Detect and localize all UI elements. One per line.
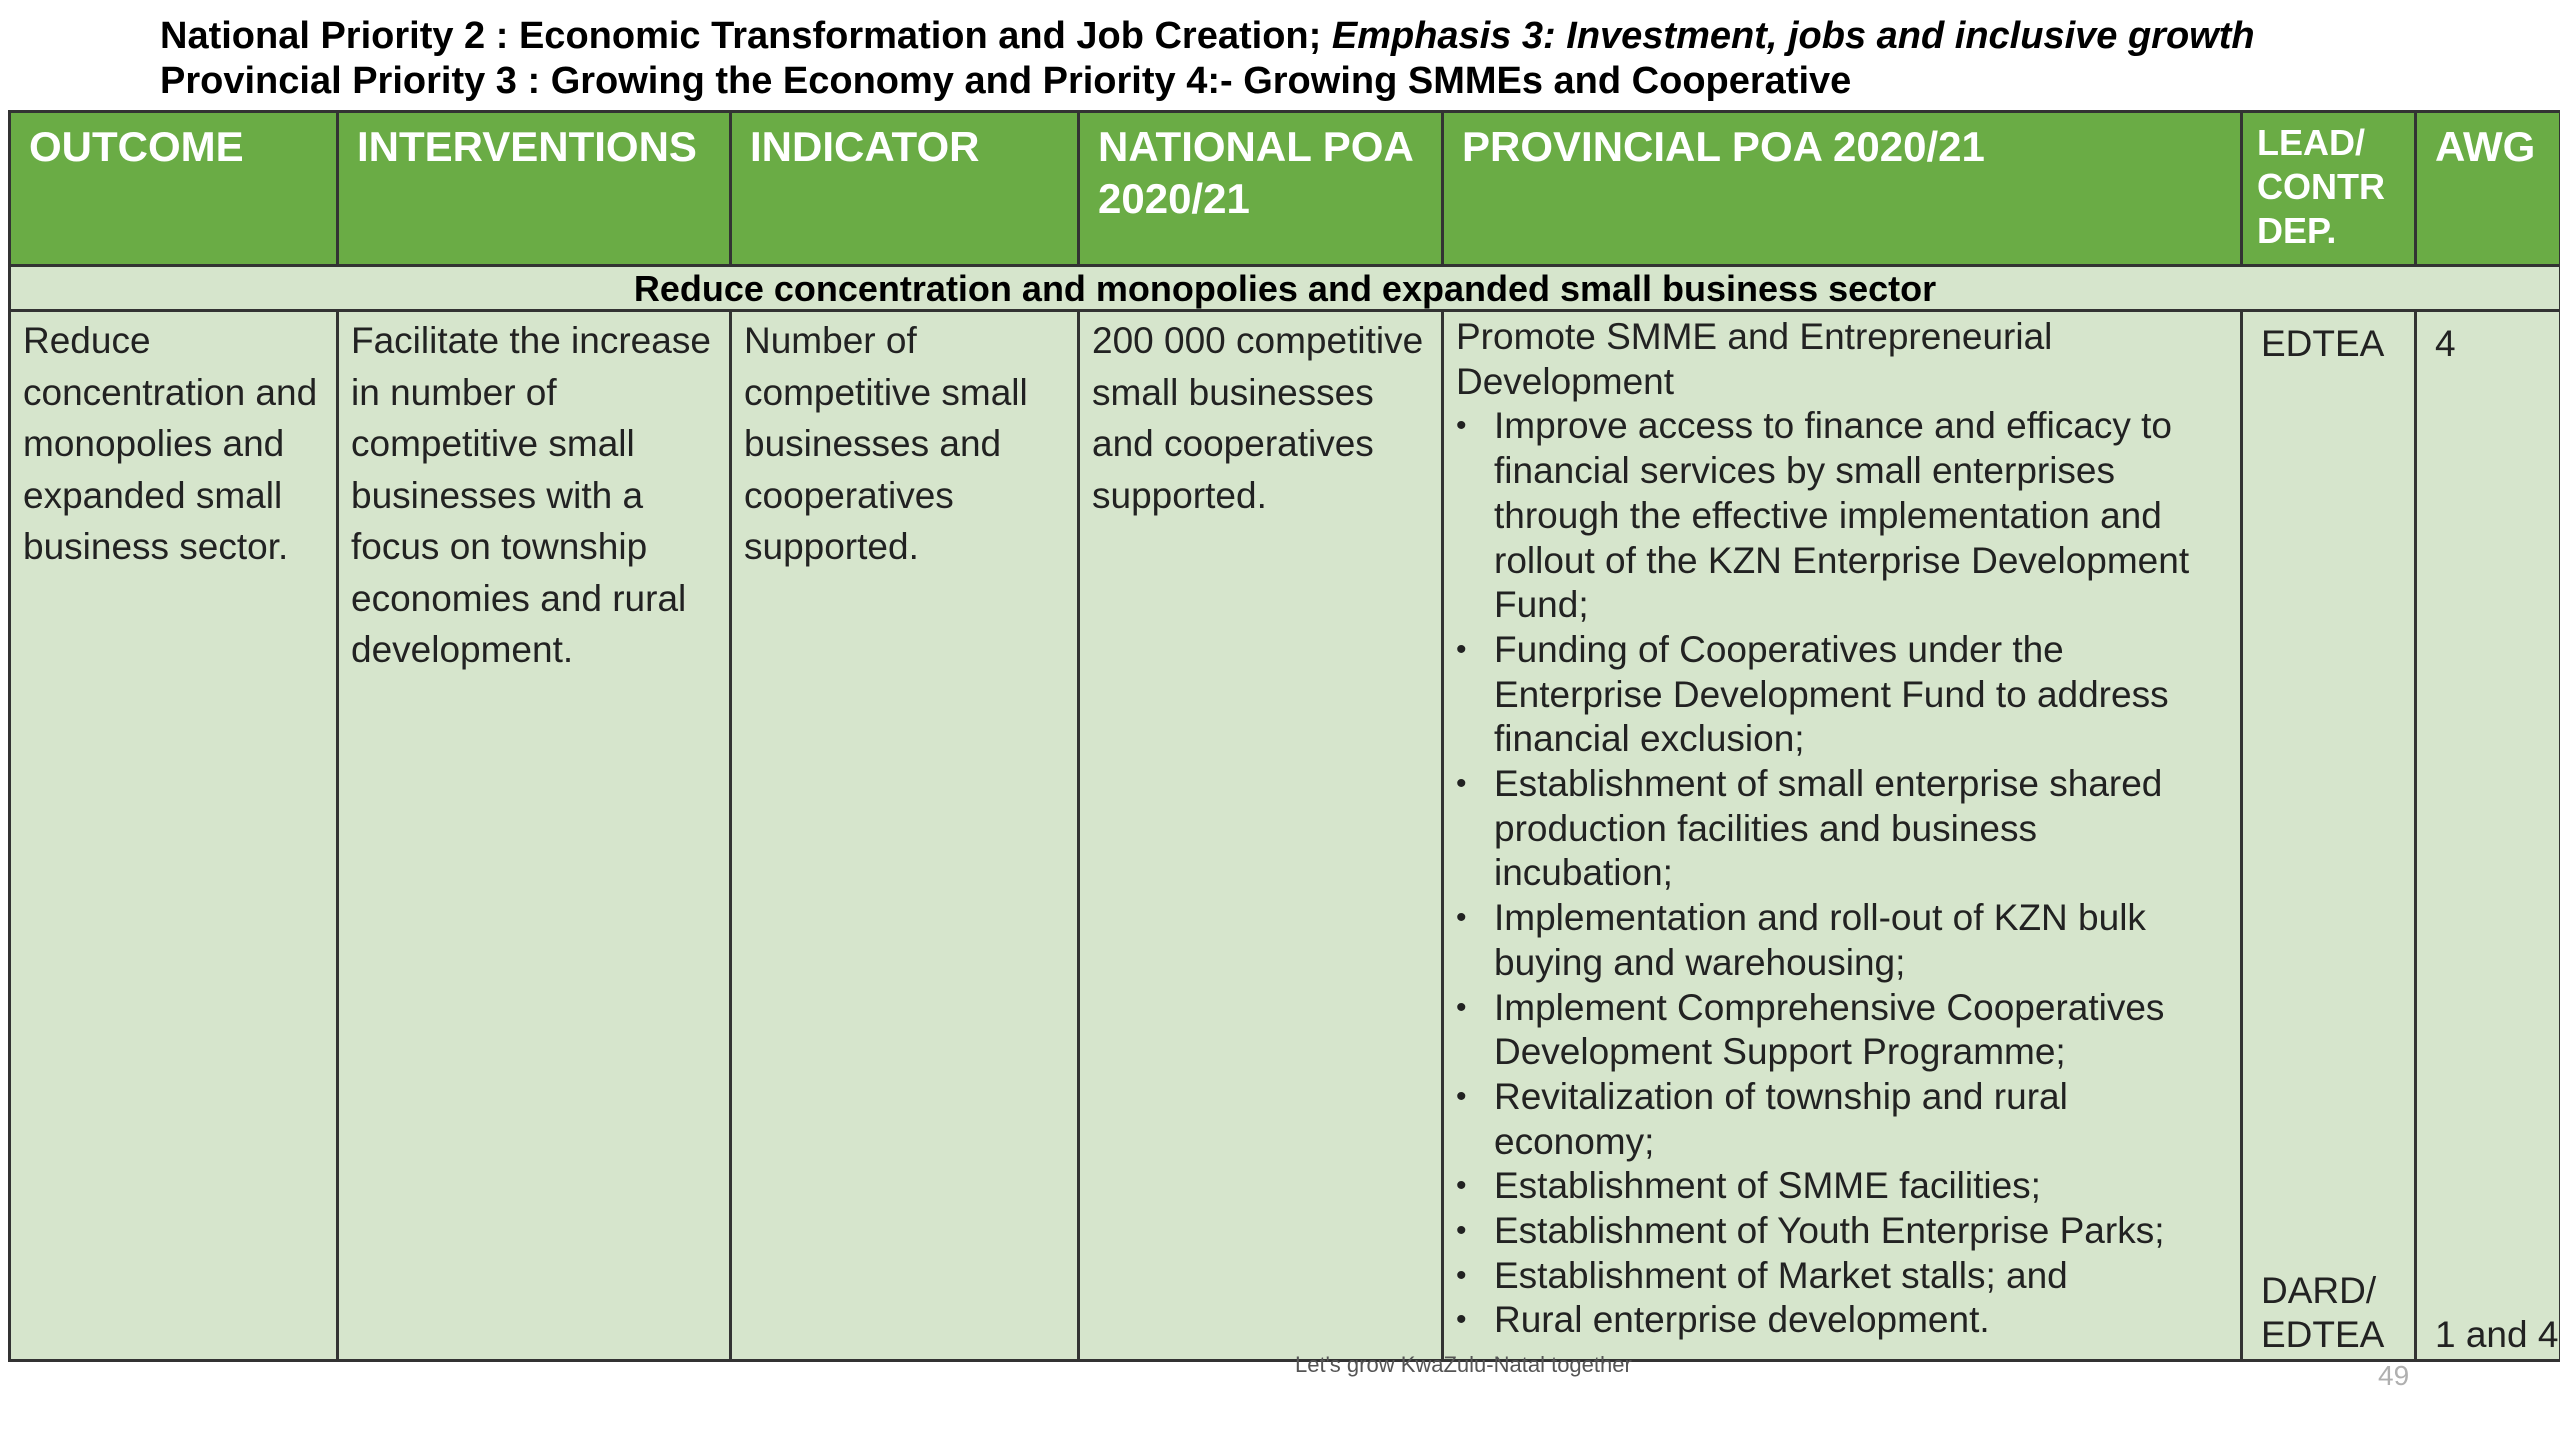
heading-line-1-emphasis: Emphasis 3: Investment, jobs and inclusive growth bbox=[1331, 15, 2255, 57]
list-item: • Establishment of small enterprise shared production facilities and business incubation; bbox=[1494, 762, 2220, 896]
cell-provincial-poa bbox=[1443, 311, 2242, 1361]
header-awg: AWG bbox=[2416, 112, 2560, 266]
cell-national-poa: 200 000 competitive small businesses and cooperatives supported. bbox=[1079, 311, 1443, 1361]
list-item: • Establishment of Market stalls; and bbox=[1494, 1254, 2220, 1299]
awg-bottom: 1 and 4 bbox=[2435, 1314, 2559, 1355]
header-outcome: OUTCOME bbox=[10, 112, 338, 266]
section-title: Reduce concentration and monopolies and expanded small business sector bbox=[10, 266, 2560, 311]
list-item: • Establishment of Youth Enterprise Parks; bbox=[1494, 1209, 2220, 1254]
list-item: • Revitalization of township and rural economy; bbox=[1494, 1075, 2220, 1164]
poa-table bbox=[8, 110, 2560, 1362]
list-item: • Rural enterprise development. bbox=[1494, 1298, 2220, 1343]
slide-heading bbox=[160, 14, 2255, 104]
table-row bbox=[10, 311, 2560, 1361]
list-item: • Funding of Cooperatives under the Enterprise Development Fund to address financial exclusion; bbox=[1494, 628, 2220, 762]
cell-interventions: Facilitate the increase in number of competitive small businesses with a focus on township economies and rural development. bbox=[338, 311, 731, 1361]
list-item: • Implement Comprehensive Cooperatives Development Support Programme; bbox=[1494, 986, 2220, 1075]
cell-awg bbox=[2416, 311, 2560, 1361]
lead-dept-top: EDTEA bbox=[2261, 323, 2385, 364]
awg-top: 4 bbox=[2435, 323, 2456, 364]
table-header-row bbox=[10, 112, 2560, 266]
header-provincial-poa: PROVINCIAL POA 2020/21 bbox=[1443, 112, 2242, 266]
provincial-intro: Promote SMME and Entrepreneurial Development bbox=[1456, 316, 2053, 402]
cell-lead-dept bbox=[2242, 311, 2416, 1361]
header-indicator: INDICATOR bbox=[731, 112, 1079, 266]
list-item: • Establishment of SMME facilities; bbox=[1494, 1164, 2220, 1209]
page-number: 49 bbox=[2378, 1360, 2410, 1391]
lead-dept-bottom: DARD/ EDTEA bbox=[2261, 1270, 2385, 1355]
heading-line-2: Provincial Priority 3 : Growing the Economy and Priority 4:- Growing SMMEs and Cooperative bbox=[160, 60, 1852, 102]
footer-tagline: Let's grow KwaZulu-Natal together bbox=[1295, 1352, 1632, 1377]
cell-indicator: Number of competitive small businesses and cooperatives supported. bbox=[731, 311, 1079, 1361]
section-title-row bbox=[10, 266, 2560, 311]
header-national-poa: NATIONAL POA 2020/21 bbox=[1079, 112, 1443, 266]
header-interventions: INTERVENTIONS bbox=[338, 112, 731, 266]
list-item: • Implementation and roll-out of KZN bulk buying and warehousing; bbox=[1494, 896, 2220, 985]
cell-outcome: Reduce concentration and monopolies and expanded small business sector. bbox=[10, 311, 338, 1361]
heading-line-1-prefix: National Priority 2 : Economic Transformation and Job Creation; bbox=[160, 15, 1332, 57]
list-item: • Improve access to finance and efficacy to financial services by small enterprises through the effective implementation and rollout of the KZN Enterprise Development Fund; bbox=[1494, 404, 2220, 628]
provincial-list bbox=[1456, 404, 2220, 1343]
header-lead-dept: LEAD/ CONTR DEP. bbox=[2242, 112, 2416, 266]
heading-line-1 bbox=[160, 14, 2255, 59]
